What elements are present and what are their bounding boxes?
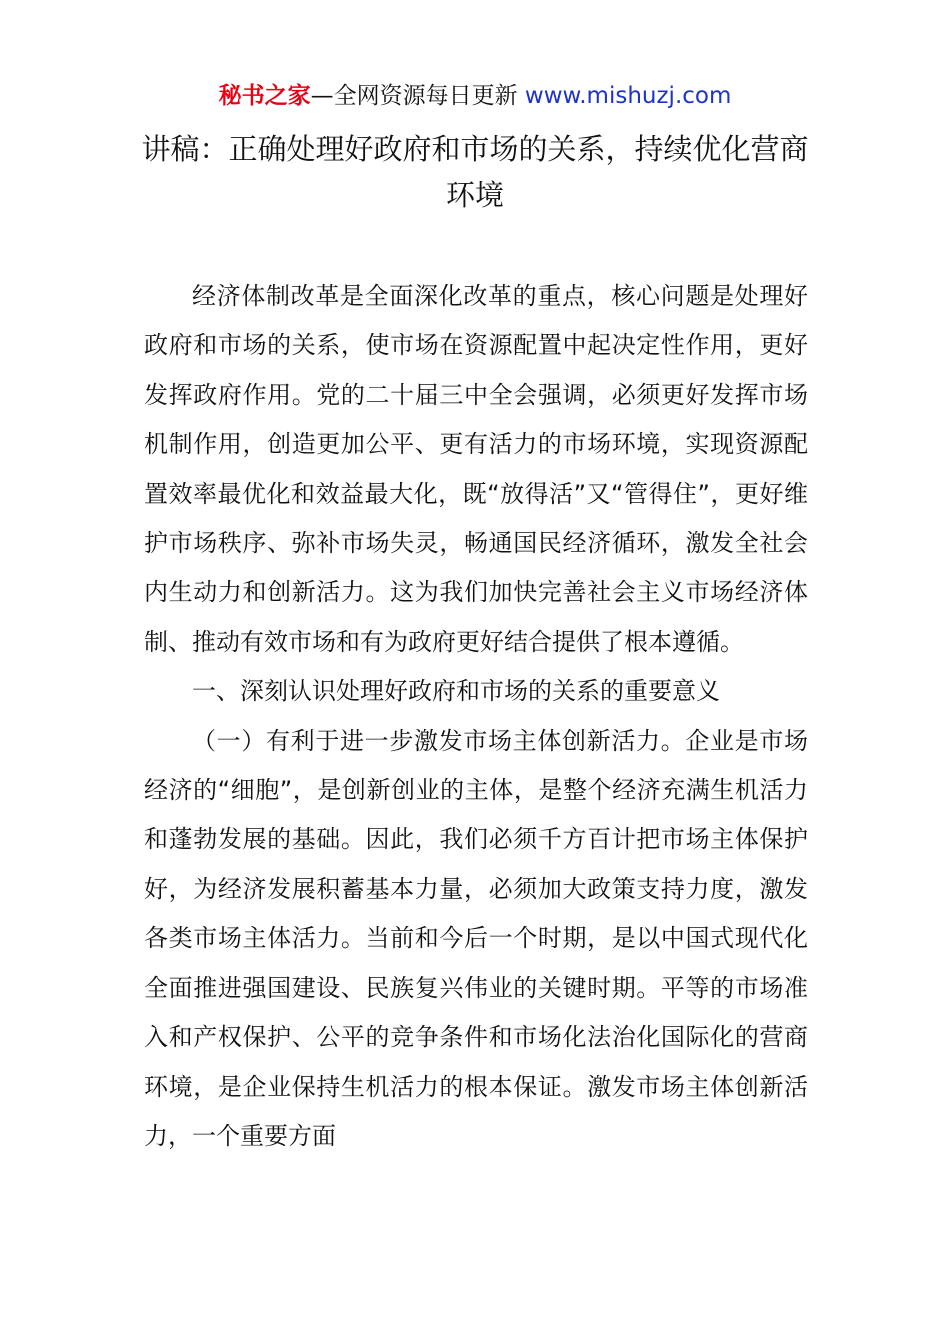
- site-tagline: —全网资源每日更新: [310, 83, 525, 109]
- document-body: [144, 272, 808, 1161]
- paragraph-intro: 经济体制改革是全面深化改革的重点，核心问题是处理好政府和市场的关系，使市场在资源配置中起决定性作用，更好发挥政府作用。党的二十届三中全会强调，必须更好发挥市场机制作用，创造更加公平、更有活力的市场环境，实现资源配置效率最优化和效益最大化，既“放得活”又“管得住”，更好维护市场秩序、弥补市场失灵，畅通国民经济循环，激发全社会内生动力和创新活力。这为我们加快完善社会主义市场经济体制、推动有效市场和有为政府更好结合提供了根本遵循。: [144, 282, 808, 656]
- site-brand: 秘书之家: [218, 83, 311, 109]
- site-header: [0, 80, 950, 112]
- paragraph-subsection-1: （一）有利于进一步激发市场主体创新活力。企业是市场经济的“细胞”，是创新创业的主体，是整个经济充满生机活力和蓬勃发展的基础。因此，我们必须千方百计把市场主体保护好，为经济发展积蓄基本力量，必须加大政策支持力度，激发各类市场主体活力。当前和今后一个时期，是以中国式现代化全面推进强国建设、民族复兴伟业的关键时期。平等的市场准入和产权保护、公平的竞争条件和市场化法治化国际化的营商环境，是企业保持生机活力的根本保证。激发市场主体创新活力，一个重要方面: [144, 726, 808, 1150]
- document-title: 讲稿：正确处理好政府和市场的关系，持续优化营商环境: [141, 132, 809, 212]
- section-heading-1: 一、深刻认识处理好政府和市场的关系的重要意义: [192, 677, 720, 706]
- site-url-link[interactable]: www.mishuzj.com: [524, 83, 732, 109]
